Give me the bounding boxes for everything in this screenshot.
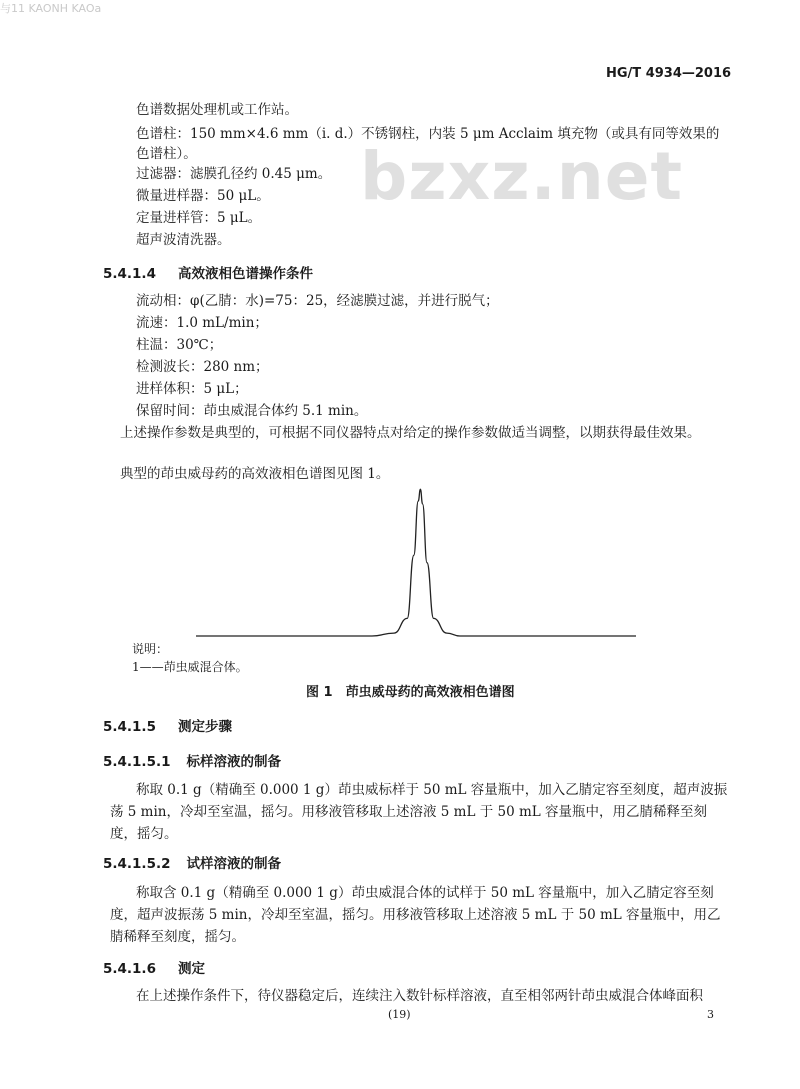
condition-item: 柱温：30℃； bbox=[136, 337, 223, 353]
chromatogram bbox=[196, 476, 636, 642]
apparatus-item: 色谱柱：150 mm×4.6 mm（i. d.）不锈钢柱，内装 5 μm Acclaim 填充物（或具有同等效果的色谱柱）。 bbox=[136, 126, 720, 162]
section-number: 5.4.1.6 bbox=[103, 961, 156, 977]
section-number: 5.4.1.5 bbox=[103, 719, 156, 735]
apparatus-item: 微量进样器：50 μL。 bbox=[136, 188, 270, 204]
figure-title: 图 1 茚虫威母药的高效液相色谱图 bbox=[306, 685, 515, 700]
section-heading-5-4-1-5-1 bbox=[103, 750, 281, 770]
condition-item: 检测波长：280 nm； bbox=[136, 359, 269, 375]
page-index: 3 bbox=[707, 1008, 714, 1021]
apparatus-item: 定量进样管：5 μL。 bbox=[136, 210, 262, 226]
sample-solution-text: 称取含 0.1 g（精确至 0.000 1 g）茚虫威混合体的试样于 50 mL 容量瓶中，加入乙腈定容至刻度，超声波振荡 5 min，冷却至室温，摇匀。用移液管移取上述溶液 5 mL 于 50 mL 容量瓶中，用乙腈稀释至刻度，摇匀。 bbox=[110, 885, 721, 945]
condition-item: 流动相：φ(乙腈：水)=75：25，经滤膜过滤，并进行脱气； bbox=[136, 293, 499, 309]
section-number: 5.4.1.5.2 bbox=[103, 856, 171, 872]
section-title: 高效液相色谱操作条件 bbox=[177, 266, 313, 282]
section-number: 5.4.1.4 bbox=[103, 266, 156, 282]
section-heading-5-4-1-4 bbox=[103, 262, 313, 282]
watermark: bzxz.net bbox=[360, 138, 684, 215]
apparatus-item: 色谱数据处理机或工作站。 bbox=[136, 102, 298, 118]
apparatus-item: 超声波清洗器。 bbox=[136, 232, 231, 248]
section-heading-5-4-1-5 bbox=[103, 715, 232, 735]
determination-text: 在上述操作条件下，待仪器稳定后，连续注入数针标样溶液，直至相邻两针茚虫威混合体峰面积 bbox=[136, 988, 703, 1004]
page-number: (19) bbox=[388, 1008, 411, 1021]
condition-item: 进样体积：5 μL； bbox=[136, 381, 248, 397]
figure-legend-head: 说明： bbox=[132, 642, 169, 656]
figure-legend-item: 1——茚虫威混合体。 bbox=[132, 660, 248, 674]
condition-note: 上述操作参数是典型的，可根据不同仪器特点对给定的操作参数做适当调整，以期获得最佳效果。 bbox=[120, 425, 701, 441]
section-title: 标样溶液的制备 bbox=[186, 754, 281, 770]
chromatogram-trace-1 bbox=[196, 489, 636, 636]
section-title: 试样溶液的制备 bbox=[186, 856, 281, 872]
standard-solution-text: 称取 0.1 g（精确至 0.000 1 g）茚虫威标样于 50 mL 容量瓶中，加入乙腈定容至刻度，超声波振荡 5 min，冷却至室温，摇匀。用移液管移取上述溶液 5 mL 于 50 mL 容量瓶中，用乙腈稀释至刻度，摇匀。 bbox=[110, 782, 728, 842]
section-title: 测定步骤 bbox=[177, 719, 232, 735]
section-number: 5.4.1.5.1 bbox=[103, 754, 171, 770]
standard-number: HG/T 4934—2016 bbox=[606, 66, 732, 81]
condition-item: 流速：1.0 mL/min； bbox=[136, 315, 268, 331]
top-margin-mark: 与11 KAONH KAOa bbox=[0, 2, 102, 15]
condition-item: 保留时间：茚虫威混合体约 5.1 min。 bbox=[136, 403, 368, 419]
section-heading-5-4-1-5-2 bbox=[103, 852, 281, 872]
apparatus-item: 过滤器：滤膜孔径约 0.45 μm。 bbox=[136, 166, 332, 182]
figure-reference: 典型的茚虫威母药的高效液相色谱图见图 1。 bbox=[120, 466, 390, 482]
section-heading-5-4-1-6 bbox=[103, 957, 205, 977]
section-title: 测定 bbox=[177, 961, 205, 977]
